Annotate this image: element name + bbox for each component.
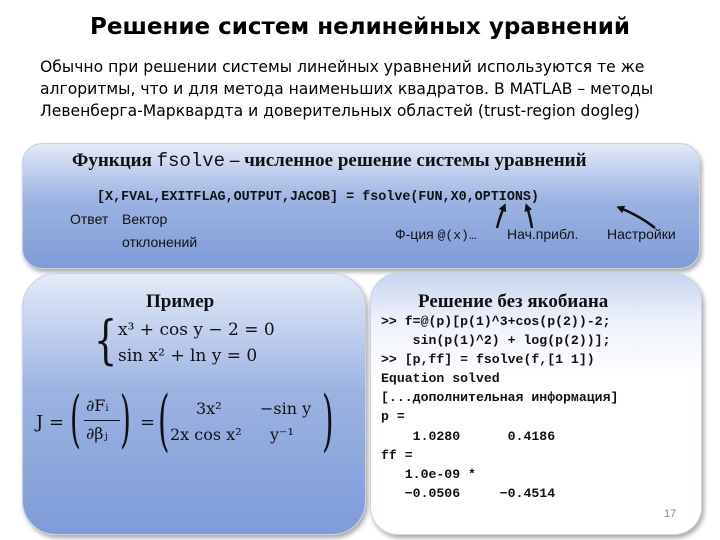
code-line: Equation solved bbox=[381, 371, 500, 387]
intro-paragraph: Обычно при решении системы линейных уравнений используются те же алгоритмы, что и для метода наименьших квадратов. В MATLAB – методы Левенберга-Марквардта и доверительных областей (trust-region dogleg) bbox=[40, 58, 654, 120]
jacobian-eq: = bbox=[140, 412, 156, 433]
code-line: −0.0506 −0.4514 bbox=[381, 485, 556, 501]
paren-right-2: ) bbox=[322, 382, 334, 459]
fraction-bar bbox=[84, 420, 120, 421]
code-line: [...дополнительная информация] bbox=[381, 390, 619, 406]
label-settings: Настройки bbox=[607, 226, 676, 242]
matrix-12: −sin y bbox=[260, 399, 312, 418]
label-vector: Вектор bbox=[122, 211, 168, 227]
slide-number: 17 bbox=[664, 508, 677, 520]
equation-1: x³ + cos y − 2 = 0 bbox=[118, 320, 275, 340]
arrow-to-options bbox=[620, 208, 655, 228]
matlab-code-block bbox=[381, 312, 618, 503]
heading-post: – численное решение системы уравнений bbox=[225, 150, 587, 171]
paren-left-1: ( bbox=[70, 382, 81, 455]
matrix-21: 2x cos x² bbox=[170, 425, 242, 444]
label-func-code: @(x)… bbox=[437, 228, 477, 243]
label-initial: Нач.прибл. bbox=[507, 226, 579, 242]
arrow-to-x0 bbox=[527, 207, 532, 228]
jacobian-lhs: J = bbox=[36, 412, 65, 433]
code-line: 1.0280 0.4186 bbox=[381, 428, 556, 444]
system-brace: { bbox=[94, 311, 118, 371]
label-deviations: отклонений bbox=[122, 234, 198, 250]
equation-2: sin x² + ln y = 0 bbox=[118, 346, 258, 366]
label-answer: Ответ bbox=[70, 211, 109, 227]
paren-right-1: ) bbox=[120, 382, 131, 455]
jacobian-num: ∂Fᵢ bbox=[86, 396, 109, 415]
code-line: ff = bbox=[381, 447, 413, 463]
arrow-to-fun bbox=[497, 207, 504, 228]
matrix-11: 3x² bbox=[196, 399, 222, 418]
code-line: sin(p(1)^2) + log(p(2))]; bbox=[381, 333, 611, 349]
heading-pre: Функция bbox=[72, 150, 157, 171]
matrix-22: y⁻¹ bbox=[270, 425, 294, 444]
jacobian-den: ∂βⱼ bbox=[86, 424, 108, 443]
slide-title: Решение систем нелинейных уравнений bbox=[90, 14, 630, 40]
nojac-heading: Решение без якобиана bbox=[418, 291, 609, 312]
code-line: p = bbox=[381, 409, 405, 425]
label-func-pre: Ф-ция bbox=[395, 226, 438, 242]
example-heading: Пример bbox=[146, 291, 215, 312]
code-line: >> f=@(p)[p(1)^3+cos(p(2))-2; bbox=[381, 314, 611, 329]
code-line: 1.0e-09 * bbox=[381, 466, 476, 482]
code-line: >> [p,ff] = fsolve(f,[1 1]) bbox=[381, 352, 595, 368]
heading-code: fsolve bbox=[156, 150, 226, 172]
paren-left-2: ( bbox=[158, 382, 170, 459]
fsolve-signature: [X,FVAL,EXITFLAG,OUTPUT,JACOB] = fsolve(FUN,X0,OPTIONS) bbox=[97, 190, 539, 205]
